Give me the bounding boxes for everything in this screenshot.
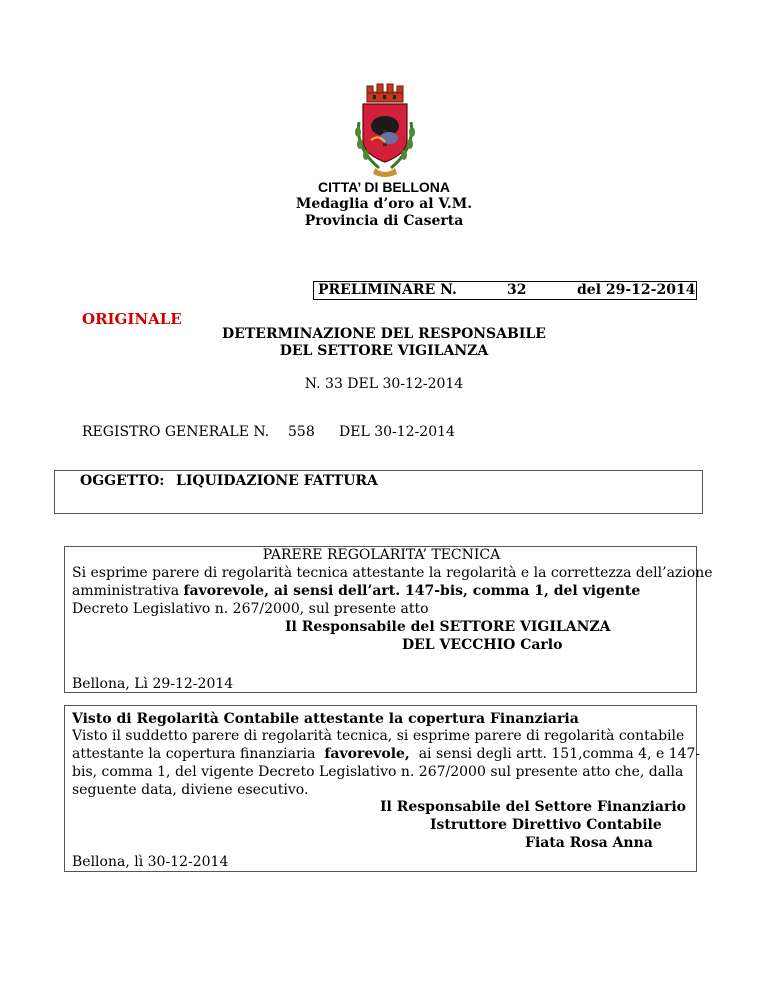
parere-tecnica-line-2 bbox=[72, 582, 640, 600]
parere-contabile-signer-name: Fiata Rosa Anna bbox=[525, 835, 653, 851]
oggetto-value: LIQUIDAZIONE FATTURA bbox=[176, 473, 378, 489]
registro-number: 558 bbox=[288, 424, 315, 440]
parere-contabile-line-4: seguente data, diviene esecutivo. bbox=[72, 782, 309, 798]
parere-contabile-line-2 bbox=[72, 745, 700, 763]
parere-tecnica-heading: PARERE REGOLARITA’ TECNICA bbox=[262, 547, 501, 563]
parere-tecnica-line-3: Decreto Legislativo n. 267/2000, sul presente atto bbox=[72, 601, 429, 617]
determina-number: N. 33 DEL 30-12-2014 bbox=[304, 376, 464, 392]
oggetto-box bbox=[54, 470, 703, 514]
oggetto-label: OGGETTO: bbox=[80, 473, 165, 489]
parere-tecnica-line-1: Si esprime parere di regolarità tecnica attestante la regolarità e la correttezza dell’azione bbox=[72, 565, 713, 581]
registro-label: REGISTRO GENERALE N. bbox=[82, 424, 270, 440]
title-line-1: DETERMINAZIONE DEL RESPONSABILE bbox=[222, 326, 546, 342]
preliminare-box bbox=[313, 281, 697, 300]
parere-tecnica-signer-name: DEL VECCHIO Carlo bbox=[402, 637, 563, 653]
city-name: CITTA’ DI BELLONA bbox=[318, 179, 450, 195]
city-crest-logo bbox=[349, 82, 421, 180]
medal-line: Medaglia d’oro al V.M. bbox=[295, 196, 473, 212]
province-line: Provincia di Caserta bbox=[304, 213, 464, 229]
parere-contabile-signer-role: Il Responsabile del Settore Finanziario bbox=[380, 799, 687, 815]
preliminare-label: PRELIMINARE N. bbox=[318, 282, 457, 298]
parere-contabile-line-2-b: ai sensi degli artt. 151,comma 4, e 147- bbox=[409, 746, 701, 762]
registro-date: DEL 30-12-2014 bbox=[339, 424, 455, 440]
parere-contabile-line-2-a: attestante la copertura finanziaria bbox=[72, 746, 325, 762]
parere-contabile-line-3: bis, comma 1, del vigente Decreto Legislativo n. 267/2000 sul presente atto che, dalla bbox=[72, 764, 684, 780]
parere-tecnica-box bbox=[64, 546, 713, 693]
parere-contabile-signer-title: Istruttore Direttivo Contabile bbox=[430, 817, 662, 833]
parere-contabile-place-date: Bellona, lì 30-12-2014 bbox=[72, 854, 229, 870]
status-originale: ORIGINALE bbox=[82, 310, 182, 328]
parere-contabile-line-1: Visto il suddetto parere di regolarità tecnica, si esprime parere di regolarità contabile bbox=[72, 728, 685, 744]
title-line-2: DEL SETTORE VIGILANZA bbox=[279, 343, 489, 359]
parere-tecnica-line-2-bold: favorevole, ai sensi dell’art. 147-bis, comma 1, del vigente bbox=[183, 583, 641, 599]
parere-contabile-heading: Visto di Regolarità Contabile attestante la copertura Finanziaria bbox=[72, 711, 579, 727]
parere-contabile-line-2-bold: favorevole, bbox=[324, 746, 410, 762]
parere-tecnica-line-2-normal: amministrativa bbox=[72, 583, 184, 599]
parere-contabile-box bbox=[64, 705, 701, 872]
preliminare-number: 32 bbox=[507, 282, 527, 298]
parere-tecnica-place-date: Bellona, Lì 29-12-2014 bbox=[72, 676, 234, 692]
preliminare-date: del 29-12-2014 bbox=[577, 282, 696, 298]
parere-tecnica-signer-role: Il Responsabile del SETTORE VIGILANZA bbox=[285, 619, 611, 635]
